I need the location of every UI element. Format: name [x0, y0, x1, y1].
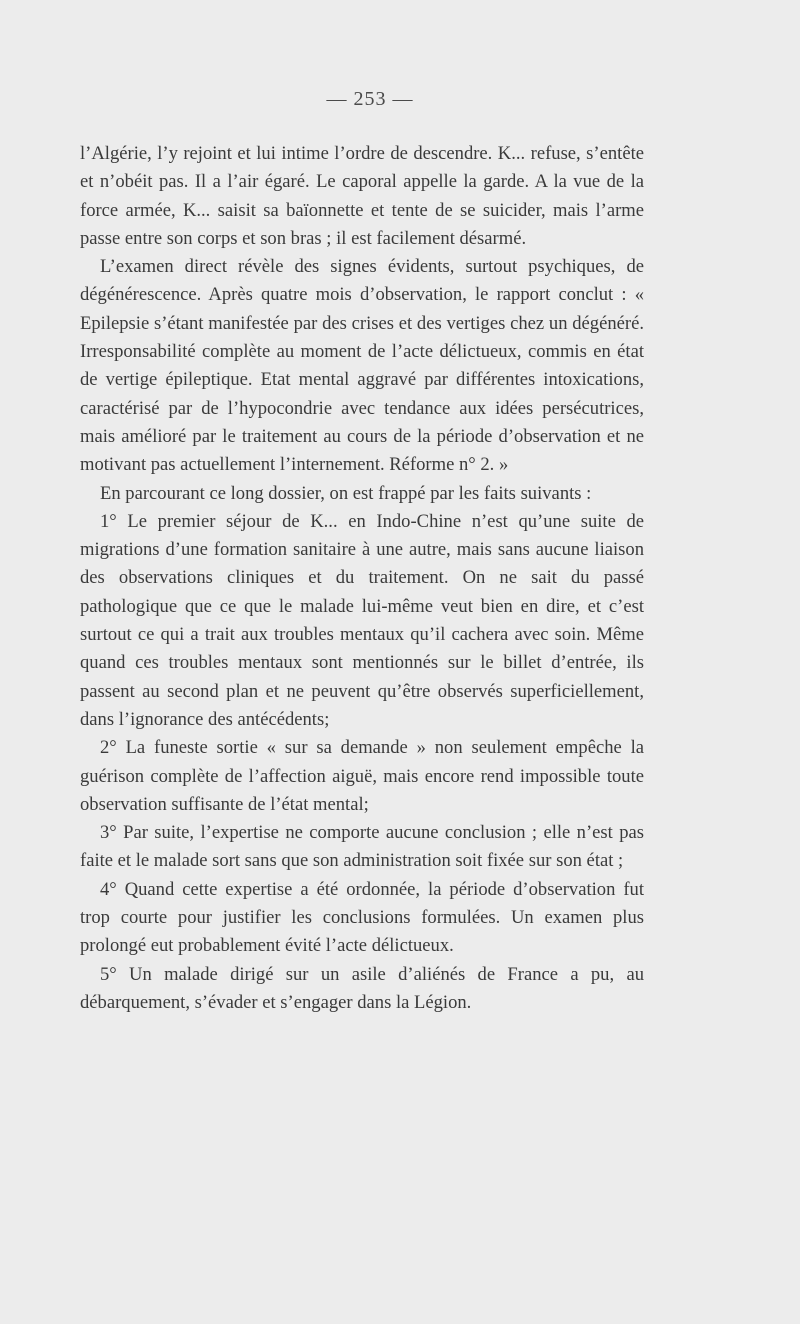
paragraph-5: 2° La funeste sortie « sur sa demande » non seulement empêche la guérison complète de l’affection aiguë, mais encore rend impossible toute observation suffisante de l’état mental;	[80, 737, 644, 815]
paragraph-8: 5° Un malade dirigé sur un asile d’aliénés de France a pu, au débarquement, s’évader et s’engager dans la Légion.	[80, 963, 644, 1013]
paragraph-7: 4° Quand cette expertise a été ordonnée, la période d’observation fut trop courte pour justifier les conclusions formulées. Un examen plus prolongé eut probablement évité l’acte délictueux.	[80, 878, 644, 957]
paragraph-6: 3° Par suite, l’expertise ne comporte aucune conclusion ; elle n’est pas faite et le malade sort sans que son administration soit fixée sur son état ;	[80, 822, 644, 872]
paragraph-4: 1° Le premier séjour de K... en Indo-Chine n’est qu’une suite de migrations d’une formation sanitaire à une autre, mais sans aucune liaison des observations cliniques et du traitement. On ne sait du passé pathologique que ce que le malade lui-même veut bien en dire, et c’est surtout ce qui a trait aux troubles mentaux qu’il cachera avec soin. Même quand ces troubles mentaux sont mentionnés sur le billet d’entrée, ils passent au second plan et ne peuvent qu’être observés superficiellement, dans l’ignorance des antécédents;	[80, 510, 644, 730]
page-number: — 253 —	[326, 88, 414, 110]
body-text	[80, 140, 644, 1017]
paragraph-2: L’examen direct révèle des signes évidents, surtout psychiques, de dégénérescence. Après quatre mois d’observation, le rapport conclut : « Epilepsie s’étant manifestée par des crises et des vertiges chez un dégénéré. Irresponsabilité complète au moment de l’acte délictueux, commis en état de vertige épileptique. Etat mental aggravé par différentes intoxications, caractérisé par de l’hypocondrie avec tendance aux idées persécutrices, mais amélioré par le traitement au cours de la période d’observation et ne motivant pas actuellement l’internement. Réforme n° 2. »	[80, 256, 644, 476]
paragraph-1: l’Algérie, l’y rejoint et lui intime l’ordre de descendre. K... refuse, s’entête et n’obéit pas. Il a l’air égaré. Le caporal appelle la garde. A la vue de la force armée, K... saisit sa baïonnette et tente de se suicider, mais l’arme passe entre son corps et son bras ; il est facilement désarmé.	[80, 143, 644, 249]
paragraph-3: En parcourant ce long dossier, on est frappé par les faits suivants :	[100, 482, 592, 504]
